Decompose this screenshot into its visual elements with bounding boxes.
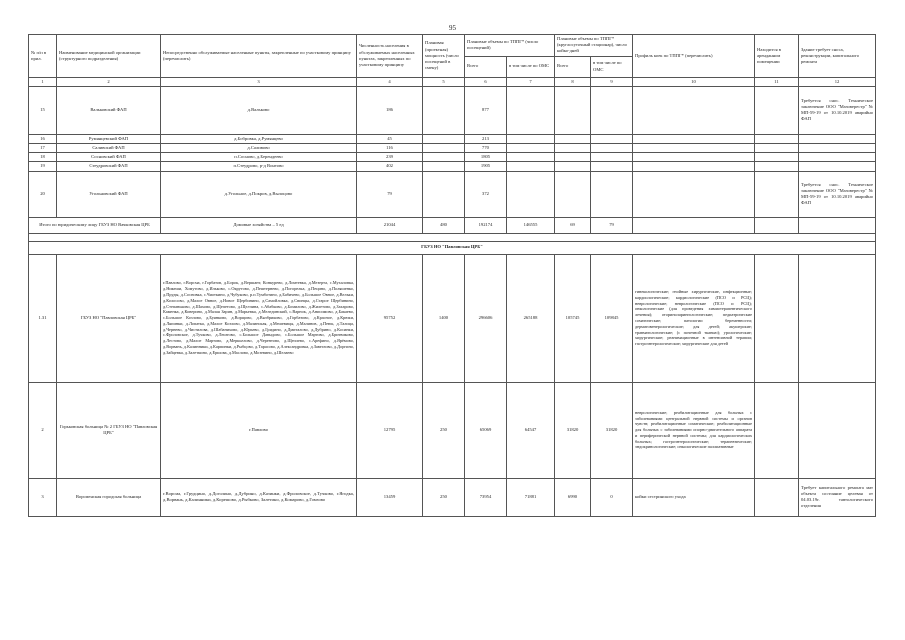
header-col6: Всего [465,56,507,77]
total-row [29,217,876,233]
bed-days-total: 105745 [555,254,591,382]
visits-total: 1905 [465,162,507,171]
population: 13459 [357,478,423,516]
population: 116 [357,143,423,152]
population: 402 [357,162,423,171]
capacity [423,134,465,143]
bed-days-total [555,143,591,152]
visits-total: 73954 [465,478,507,516]
bed-days-omc: 0 [591,478,633,516]
total-label: Итого по юридическому лицу ГБУЗ НО Вачковская ЦРБ [29,217,161,233]
visits-total: 296606 [465,254,507,382]
rented [755,143,799,152]
row-number: 16 [29,134,57,143]
header-col3: Непосредственно обслуживаемые населенные пункты, закрепленные по участковому принципу (перечислить) [161,35,357,78]
column-number: 12 [799,77,876,86]
bed-profile [633,134,755,143]
bed-days-total [555,86,591,134]
bed-profile [633,162,755,171]
visits-total: 1805 [465,153,507,162]
population: 186 [357,86,423,134]
header-col1: № п/п в прил. [29,35,57,78]
bed-profile: гинекологические; гнойные хирургические, инфекционные; кардиологические; кардиологические (ПСО и РСЦ); неврологические; неврологические (ПСО и РСЦ); онкологические (для проведения химиотерапевтического лечения); оториноларингологические; педиатрические соматические; патологии беременности; дерматовенерологические; для детей; акушерские; травматологические; (с почечной тканью); урологические; хирургические; реанимационные в интенсивной терапии; гастроэнтерологические; хирургические для детей [633,254,755,382]
rented [755,86,799,134]
capacity: 1400 [423,254,465,382]
repair-note: Требует капитального ремонта мат обьекта состояние целевая от 04.03.19г. тавтологического отделения [799,478,876,516]
row-number: 19 [29,162,57,171]
capacity: 250 [423,478,465,516]
capacity [423,143,465,152]
visits-omc [507,86,555,134]
column-number: 4 [357,77,423,86]
population: 45 [357,134,423,143]
row-number: 17 [29,143,57,152]
header-col11: Находится в аренданном помещении [755,35,799,78]
served-points: д.Вальково [161,86,357,134]
facility-name: Угольновский ФАП [57,171,161,217]
bed-days-omc [591,153,633,162]
row-number: 18 [29,153,57,162]
bed-days-omc: 31820 [591,382,633,478]
column-number: 1 [29,77,57,86]
total-population: 21044 [357,217,423,233]
served-points: г.Ворсма, г.Грудцино, д.Доголино, д.Дубрино, д.Казинки, д.Фроловское, д.Тучково, г.Ягодка, д.Ворвань, д.Калинники, д.Корешово, д.Рыбково, Залетино, д.Комарово, д.Гомзово [161,478,357,516]
column-number: 7 [507,77,555,86]
table-row [29,86,876,134]
repair-note [799,254,876,382]
total-bed-days: 69 [555,217,591,233]
visits-omc: 265188 [507,254,555,382]
visits-total: 372 [465,171,507,217]
visits-total: 770 [465,143,507,152]
total-capacity: 480 [423,217,465,233]
header-row [29,35,876,57]
rented [755,171,799,217]
served-points: д.Угольное, д.Покров, д.Вылоцово [161,171,357,217]
column-number: 9 [591,77,633,86]
facility-name: Ворсменская городская больница [57,478,161,516]
capacity: 250 [423,382,465,478]
visits-omc [507,162,555,171]
population: 239 [357,153,423,162]
column-number: 2 [57,77,161,86]
repair-note: Требуется снос. Техническое заключение ООО "Мазоверестр" № МП-59-19 от 10.10.2019 аварийно ФАП [799,171,876,217]
facilities-table [28,34,876,517]
section-title: ГБУЗ НО "Павловская ЦРБ" [29,241,876,254]
capacity [423,86,465,134]
total-repair [799,217,876,233]
bed-days-total [555,134,591,143]
bed-profile [633,171,755,217]
row-number: 3 [29,478,57,516]
repair-note [799,382,876,478]
bed-days-omc: 109845 [591,254,633,382]
section-row [29,241,876,254]
table-row [29,171,876,217]
column-number-row [29,77,876,86]
bed-profile: неврологические; реабилитационные для больных с заболеваниями центральной нервной системы и органов чувств; реабилитационные соматические; реабилитационные для больных с заболеваниями опорно-двигательного аппарата и периферической нервной системы; для кардиологических больных; гастроэнтерологические; терапевтические; эндокринологические; онкологические паллиативные [633,382,755,478]
header-col8: Всего [555,56,591,77]
total-visits: 192174 [465,217,507,233]
facility-name: ГБУЗ НО "Павловская ЦРБ" [57,254,161,382]
row-number: 2 [29,382,57,478]
population: 95752 [357,254,423,382]
total-points: Домовые хозяйства – 5 ед [161,217,357,233]
visits-omc: 71881 [507,478,555,516]
column-number: 5 [423,77,465,86]
population: 12795 [357,382,423,478]
served-points: г.Павлово [161,382,357,478]
facility-name: Горьковская больница № 2 ГБУЗ НО "Павловская ЦРБ" [57,382,161,478]
visits-total: 65069 [465,382,507,478]
visits-omc [507,171,555,217]
capacity [423,171,465,217]
bed-days-omc [591,171,633,217]
capacity [423,153,465,162]
column-number: 11 [755,77,799,86]
table-row [29,134,876,143]
header-col4: Численность населения в обслуживаемых населенных пунктах, закрепленных по участковому принципу [357,35,423,78]
visits-omc [507,153,555,162]
page-number: 95 [449,24,456,32]
total-visits-omc: 146555 [507,217,555,233]
visits-total: 877 [465,86,507,134]
bed-days-total: 6990 [555,478,591,516]
bed-days-total [555,153,591,162]
repair-note [799,143,876,152]
visits-omc [507,143,555,152]
header-col10: Профиль коек по ТППГ* (перечислить) [633,35,755,78]
total-profile [633,217,755,233]
visits-omc [507,134,555,143]
total-bed-days-omc: 79 [591,217,633,233]
rented [755,478,799,516]
rented [755,134,799,143]
row-number: 20 [29,171,57,217]
facility-name: Саливский ФАП [57,143,161,152]
bed-profile [633,143,755,152]
capacity [423,162,465,171]
header-col5: Плановая (проектная) мощность (число посещений в смену) [423,35,465,78]
bed-days-omc [591,143,633,152]
visits-omc: 64547 [507,382,555,478]
served-points: д.Бобровка, д.Румянцево [161,134,357,143]
served-points: д.Саливово [161,143,357,152]
column-number: 3 [161,77,357,86]
header-col7: в том числе по ОМС [507,56,555,77]
rented [755,153,799,162]
rented [755,382,799,478]
repair-note [799,153,876,162]
header-col6-7: Плановые объемы по ТППГ* (число посещений) [465,35,555,57]
bed-days-total [555,171,591,217]
table-row [29,382,876,478]
facility-name: Сосновский ФАП [57,153,161,162]
column-number: 6 [465,77,507,86]
spacer-row [29,233,876,241]
header-col8-9: Плановые объемы по ТППГ* (круглосуточный стационар), число койко-дней [555,35,633,57]
column-number: 8 [555,77,591,86]
header-col12: Здание требует сноса, реконструкции, капитального ремонта [799,35,876,78]
bed-profile [633,153,755,162]
row-number: 1.31 [29,254,57,382]
facility-name: Румянцевский ФАП [57,134,161,143]
bed-profile: койки сестринского ухода [633,478,755,516]
bed-profile [633,86,755,134]
rented [755,162,799,171]
repair-note [799,162,876,171]
column-number: 10 [633,77,755,86]
header-col9: в том числе по ОМС [591,56,633,77]
served-points: г.Павлово, г.Ворсма, г.Горбатов, д.Борок, д.Вершант, Конкурево, д.Ломтевка, д.Мезерта, с.Мухаловка, д.Никеши, Хомутово, д.Ильково, с.Окрутово, д.Пештернево, д.Погорелка, д.Пецино, д.Поляшенко, д.Пруды, д.Сосновка, с.Чиоткино, д.Чубуково, р.п.Тумботино, д.Бабичево, д.Большое Овное, д.Вельки, д.Колосово, д.Малое Овное, д.Новое Щербинино, д.Самойловка, д.Свинцы, д.Старое Щербинино, д.Степаньково, д.Шахово, д.Щепетово, д.Щелчина, с.Абабково, д.Бомилово, д.Жилетово, д.Захарово, Каменка, д.Коверино, д.Малая Зарин, д.Марьевка, д.Мелединский, с.Варнок, д.Анисимово, д.Бакаево, с.Большое Козлово, д.Буянково, д.Ворщово, д.Вялбриково, д.Горбатово, д.Красное, д.Крюки, д.Ляпинки, д.Лопатка, д.Малое Козлово, д.Малинская, д.Мешевицы, д.Малинов, д.Пеюк, д.Талица, д.Чернево, д.Чистилова, д.Шабанихово, д.Юрьево, д.Гридино, д.Дмиталово, д.Дубрино, д.Косинки, с.Фроловское, д.Тучково, д.Лештово, с.Большое Давыдово, с.Большое Мартово, д.Бритвиково, д.Лестово, д.Малое Мартово, д.Меркьелово, д.Черентово, д.Щеплево, с.Арефино, д.Ярёмово, д.Ворвань, д.Калинники, д.Карпинки, д.Рыбцово, д.Тарасово, д.Александровка, д.Завеглово, д.Доргино, д.Зайцевка, д.Залеткино, д.Ершова, д.Маслово, д.Мозевино, д.Шелаево [161,254,357,382]
bed-days-total: 31820 [555,382,591,478]
table-row [29,254,876,382]
total-rented [755,217,799,233]
bed-days-total [555,162,591,171]
repair-note [799,134,876,143]
served-points: п.Стеудрово, р-д Вонтово [161,162,357,171]
population: 79 [357,171,423,217]
header-col2: Наименование медицинской организации (структурного подразделения) [57,35,161,78]
bed-days-omc [591,162,633,171]
table-row [29,153,876,162]
repair-note: Требуется снос. Техническое заключение ООО "Мазоверестр" № МП-59-19 от 10.10.2019 аварийно ФАП [799,86,876,134]
table-row [29,162,876,171]
visits-total: 213 [465,134,507,143]
bed-days-omc [591,86,633,134]
facility-name: Вальковский ФАП [57,86,161,134]
table-row [29,143,876,152]
row-number: 15 [29,86,57,134]
served-points: п.Сосново, д.Берендеево [161,153,357,162]
bed-days-omc [591,134,633,143]
rented [755,254,799,382]
facility-name: Стеудровский ФАП [57,162,161,171]
table-row [29,478,876,516]
